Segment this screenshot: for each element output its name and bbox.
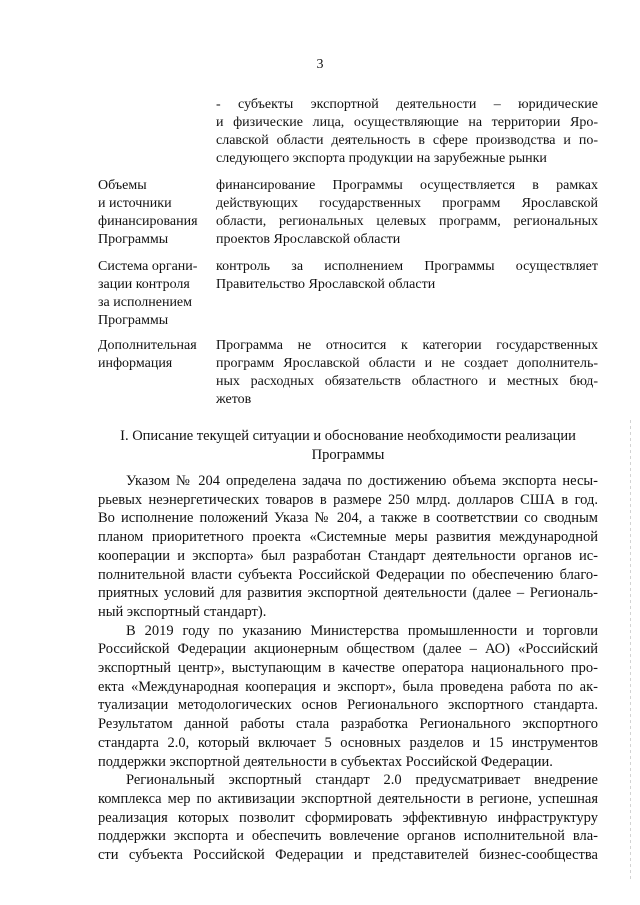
paragraph-line: экспортный центр», выступающим в качестве оператора национального про- [98, 660, 598, 677]
paragraph-line: Российской Федерации акционерным обществом (далее – АО) «Российский [98, 641, 598, 658]
paragraph-line: планом приоритетного проекта «Системные меры развития международной [98, 529, 598, 546]
row-label-line: Объемы [98, 178, 147, 193]
paragraph-line: рьевых неэнергетических товаров в размере 250 млрд. долларов США в год. [98, 491, 598, 508]
row-label-line: Дополнительная [98, 338, 197, 353]
paragraph-line: ный экспортный стандарт). [98, 603, 267, 620]
paragraph-line: поддержки экспорта и обеспечить вовлечение органов исполнительной вла- [98, 828, 598, 845]
passport-row-control-system [98, 258, 598, 330]
row-value [216, 337, 598, 409]
paragraph-line: Результатом данной работы стала разработка Регионального экспортного [98, 716, 598, 733]
paragraph-line: сти субъекта Российской Федерации и представителей бизнес-сообщества [98, 847, 598, 864]
row-value-line: контроль за исполнением Программы осуществляет [216, 259, 598, 274]
paragraph-line: кооперации и экспорта» был разработан Стандарт деятельности органов ис- [98, 547, 598, 564]
row-value-line: - субъекты экспортной деятельности – юридические [216, 97, 598, 112]
paragraph-line: Во исполнение положений Указа № 204, а также в соответствии со сводным [98, 510, 598, 527]
passport-row-additional-info [98, 337, 598, 409]
paragraph-line: комплекса мер по активизации экспортной деятельности в регионе, успешная [98, 790, 598, 807]
paragraph-line: реализация которых позволит сформировать эффективную инфраструктуру [98, 809, 598, 826]
row-label [98, 337, 216, 409]
row-label-line: Программы [98, 313, 169, 328]
row-label-line: за исполнением [98, 295, 193, 310]
row-value-line: и физические лица, осуществляющие на территории Яро- [216, 115, 598, 130]
paragraph [98, 622, 598, 772]
row-value [216, 96, 598, 168]
paragraph-line: туализации методологических основ Регионального экспортного стандарта. [98, 697, 598, 714]
paragraph-line: Региональный экспортный стандарт 2.0 предусматривает внедрение [126, 772, 598, 789]
paragraph-line: Указом № 204 определена задача по достижению объема экспорта несы- [126, 473, 598, 489]
row-value-line: славской области деятельность в сфере производства и по- [216, 133, 598, 148]
row-value-line: ных расходных обязательств областного и местных бюд- [216, 374, 598, 389]
section-heading [98, 427, 598, 465]
row-label-line: Программы [98, 232, 169, 247]
row-value-line: действующих государственных программ Ярославской [216, 196, 598, 211]
row-value-line: Правительство Ярославской области [216, 277, 436, 292]
row-value-line: проектов Ярославской области [216, 232, 401, 247]
row-value-line: финансирование Программы осуществляется в рамках [216, 178, 598, 193]
row-label-line: и источники [98, 196, 172, 211]
row-value-line: области, региональных целевых программ, региональных [216, 214, 598, 229]
paragraph [98, 771, 598, 865]
row-value [216, 177, 598, 249]
paragraph-line: В 2019 году по указанию Министерства промышленности и торговли [126, 622, 598, 639]
passport-row-financing [98, 177, 598, 249]
paragraph-line: стандарта 2.0, который включает 5 основных разделов и 15 инструментов [98, 734, 598, 751]
paragraph [98, 472, 598, 622]
row-label-line: зации контроля [98, 277, 190, 292]
row-label-line: финансирования [98, 214, 198, 229]
paragraph-line: поддержки экспортной деятельности в субъектах Российской Федерации. [98, 753, 553, 770]
page-number: 3 [316, 57, 324, 72]
row-value-line: программ Ярославской области и не создает дополнитель- [216, 356, 598, 371]
body-text [98, 472, 598, 865]
paragraph-line: приятных условий для развития экспортной деятельности (далее – Региональ- [98, 585, 598, 602]
paragraph-line: екта «Международная кооперация и экспорт», была проведена работа по ак- [98, 678, 598, 695]
passport-row-participants [98, 96, 598, 168]
row-value-line: следующего экспорта продукции на зарубежные рынки [216, 151, 547, 166]
row-value-line: жетов [216, 392, 252, 407]
scan-margin-mark [630, 420, 631, 880]
row-label [98, 96, 216, 168]
row-value-line: Программа не относится к категории государственных [216, 338, 598, 353]
row-label-line: информация [98, 356, 173, 371]
row-label [98, 177, 216, 249]
row-value [216, 258, 598, 330]
row-label [98, 258, 216, 330]
paragraph-line: полнительной власти субъекта Российской Федерации по обеспечению благо- [98, 566, 598, 583]
section-heading-line: Программы [311, 447, 385, 463]
section-heading-line: I. Описание текущей ситуации и обоснование необходимости реализации [120, 428, 576, 444]
row-label-line: Система органи- [98, 259, 198, 274]
